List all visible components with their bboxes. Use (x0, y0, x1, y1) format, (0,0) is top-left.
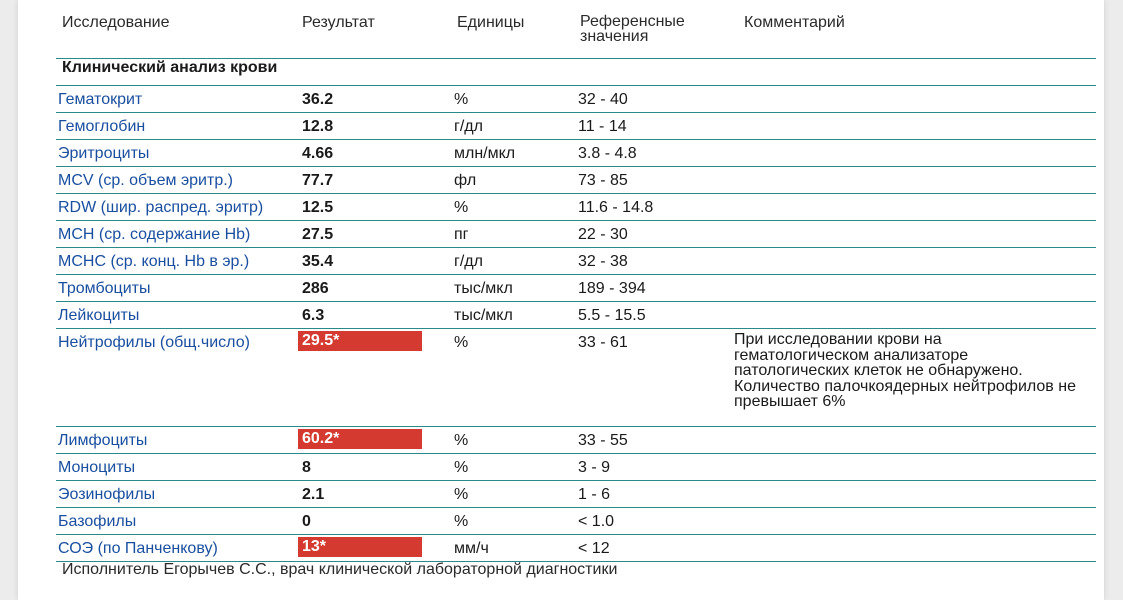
reference-range: 11 - 14 (578, 118, 627, 135)
test-name: RDW (шир. распред. эритр) (58, 199, 264, 216)
flagged-result-value: 13* (298, 537, 422, 557)
result-value: 4.66 (302, 145, 334, 162)
result-value: 8 (302, 459, 311, 476)
test-name: Нейтрофилы (общ.число) (58, 334, 250, 351)
result-value: 27.5 (302, 226, 334, 243)
units: % (454, 459, 469, 476)
table-row (18, 454, 1104, 481)
reference-range: 73 - 85 (578, 172, 628, 189)
table-row (18, 221, 1104, 248)
header-reference: Референсные значения (580, 13, 685, 45)
result-value: 36.2 (302, 91, 334, 108)
table-row (18, 86, 1104, 113)
reference-range: 1 - 6 (578, 486, 611, 503)
test-name: Эритроциты (58, 145, 150, 162)
reference-range: 3 - 9 (578, 459, 611, 476)
test-name: Гематокрит (58, 91, 143, 108)
test-name: Моноциты (58, 459, 136, 476)
units: тыс/мкл (454, 307, 513, 324)
units: % (454, 513, 469, 530)
result-value: 12.8 (302, 118, 334, 135)
units: г/дл (454, 253, 483, 270)
units: г/дл (454, 118, 483, 135)
header-test: Исследование (62, 14, 170, 31)
flagged-result-value: 29.5* (298, 331, 422, 351)
reference-range: 11.6 - 14.8 (578, 199, 654, 216)
table-header (18, 14, 1104, 60)
table-row (18, 275, 1104, 302)
units: % (454, 432, 469, 449)
table-row (18, 427, 1104, 454)
footer-signature: Исполнитель Егорычев С.С., врач клинической лабораторной диагностики (62, 561, 618, 578)
result-value: 12.5 (302, 199, 334, 216)
header-units: Единицы (457, 14, 525, 31)
table-row (18, 140, 1104, 167)
test-name: MCV (ср. объем эритр.) (58, 172, 233, 189)
test-name: Тромбоциты (58, 280, 151, 297)
table-row (18, 248, 1104, 275)
reference-range: < 1.0 (578, 513, 615, 530)
units: мм/ч (454, 540, 489, 557)
table-row (18, 194, 1104, 221)
test-name: Лимфоциты (58, 432, 148, 449)
reference-range: < 12 (578, 540, 610, 557)
result-value: 35.4 (302, 253, 334, 270)
result-value: 77.7 (302, 172, 334, 189)
table-row (18, 167, 1104, 194)
test-name: Эозинофилы (58, 486, 156, 503)
reference-range: 33 - 55 (578, 432, 628, 449)
units: % (454, 91, 469, 108)
table-row (18, 508, 1104, 535)
test-name: СОЭ (по Панченкову) (58, 540, 218, 557)
units: млн/мкл (454, 145, 516, 162)
table-row (18, 302, 1104, 329)
units: тыс/мкл (454, 280, 513, 297)
result-value: 0 (302, 513, 311, 530)
test-name: Лейкоциты (58, 307, 140, 324)
header-result: Результат (302, 14, 375, 31)
result-value: 6.3 (302, 307, 325, 324)
reference-range: 5.5 - 15.5 (578, 307, 646, 324)
units: % (454, 334, 469, 351)
test-name: MCHC (ср. конц. Hb в эр.) (58, 253, 250, 270)
reference-range: 32 - 38 (578, 253, 628, 270)
test-name: Гемоглобин (58, 118, 146, 135)
section-divider (56, 85, 1096, 86)
units: % (454, 199, 469, 216)
units: пг (454, 226, 469, 243)
section-title: Клинический анализ крови (62, 59, 278, 76)
lab-report-page (18, 0, 1104, 600)
units: фл (454, 172, 477, 189)
reference-range: 32 - 40 (578, 91, 628, 108)
reference-range: 22 - 30 (578, 226, 628, 243)
reference-range: 33 - 61 (578, 334, 628, 351)
header-comment: Комментарий (744, 14, 845, 31)
table-row (18, 113, 1104, 140)
result-value: 2.1 (302, 486, 325, 503)
test-name: Базофилы (58, 513, 137, 530)
table-row (18, 535, 1104, 562)
reference-range: 189 - 394 (578, 280, 646, 297)
units: % (454, 486, 469, 503)
test-name: MCH (ср. содержание Hb) (58, 226, 251, 243)
reference-range: 3.8 - 4.8 (578, 145, 637, 162)
result-value: 286 (302, 280, 329, 297)
table-row (18, 329, 1104, 427)
flagged-result-value: 60.2* (298, 429, 422, 449)
table-row (18, 481, 1104, 508)
result-comment: При исследовании крови на гематологическом анализаторе патологических клеток не обнаружено. Количество палочкоядерных нейтрофилов не превышает 6% (734, 331, 1076, 410)
